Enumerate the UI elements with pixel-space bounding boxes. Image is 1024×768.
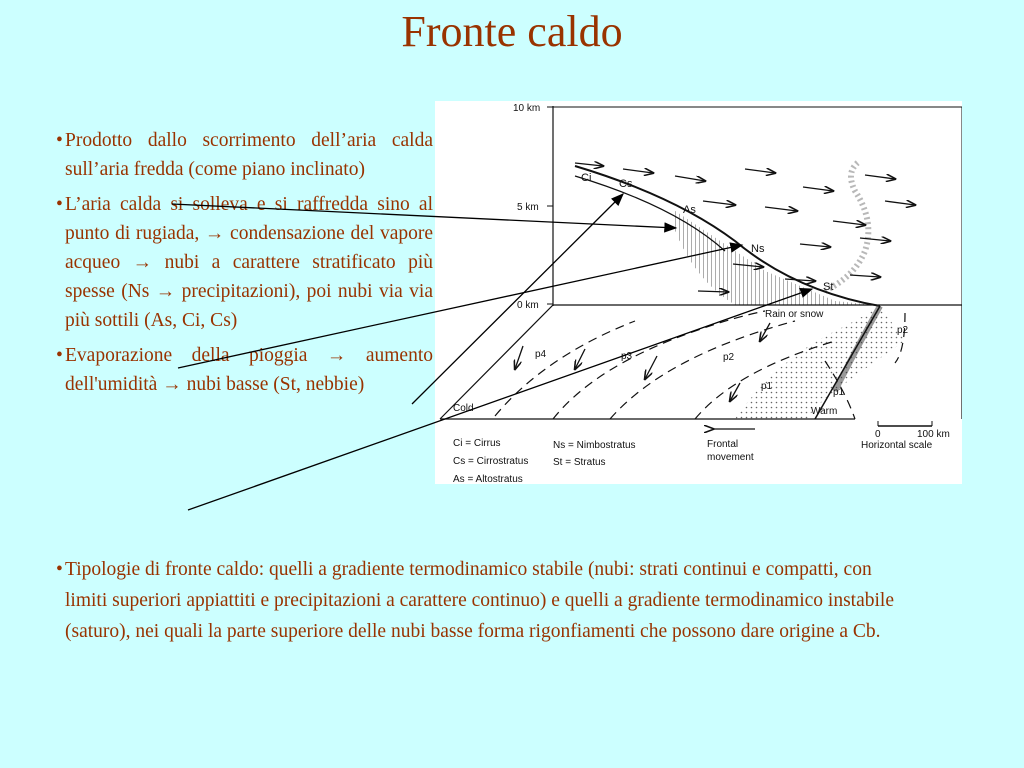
bullet-item <box>56 126 433 184</box>
scale-end: 100 km <box>917 429 950 440</box>
label-cold: Cold <box>453 403 474 414</box>
label-rain-or-snow: Rain or snow <box>765 309 824 320</box>
bullet-dot: • <box>56 559 63 580</box>
slide-title: Fronte caldo <box>401 7 623 56</box>
label-p4: p4 <box>535 349 547 360</box>
legend-ns: Ns = Nimbostratus <box>553 440 636 451</box>
legend-ci: Ci = Cirrus <box>453 438 501 449</box>
label-ns: Ns <box>751 243 765 255</box>
label-5km: 5 km <box>517 202 539 213</box>
bullet-item <box>56 341 433 399</box>
bullet-text: Evaporazione della pioggia → aumento dell'umidità → nubi basse (St, nebbie) <box>65 345 433 395</box>
label-p1-right: p1 <box>833 387 845 398</box>
scale-label: Horizontal scale <box>861 440 933 451</box>
bullet-text: Tipologie di fronte caldo: quelli a gradiente termodinamico stabile (nubi: strati continui e compatti, con limiti superiori appiattiti e precipitazioni a carattere continuo) e quelli a gradiente termodinamico instabile (saturo), nei quali la parte superiore delle nubi basse forma rigonfiamenti che possono dare origine a Cb. <box>65 559 894 642</box>
legend-cs: Cs = Cirrostratus <box>453 456 529 467</box>
scale-start: 0 <box>875 429 881 440</box>
label-frontal: Frontal <box>707 439 739 450</box>
warm-front-diagram <box>435 101 962 484</box>
bullet-dot: • <box>56 194 63 215</box>
precipitation-area <box>735 306 905 419</box>
label-10km: 10 km <box>513 103 541 114</box>
bullet-text: L’aria calda si solleva e si raffredda sino al punto di rugiada, → condensazione del vapore acqueo → nubi a carattere stratificato più spesse (Ns → precipitazioni), poi nubi via via più sottili (As, Ci, Cs) <box>65 194 433 331</box>
label-cs: Cs <box>619 178 633 190</box>
label-as: As <box>683 204 696 216</box>
bullet-dot: • <box>56 345 63 366</box>
label-p2-right: p2 <box>897 325 909 336</box>
label-movement: movement <box>707 452 754 463</box>
label-ci: Ci <box>581 172 592 184</box>
bullet-item <box>56 554 906 647</box>
bullet-text: Prodotto dallo scorrimento dell’aria calda sull’aria fredda (come piano inclinato) <box>65 130 433 180</box>
label-0km: 0 km <box>517 300 539 311</box>
bullet-item <box>56 190 433 335</box>
label-p1-left: p1 <box>761 381 773 392</box>
cloud-tops <box>825 161 868 291</box>
bullet-dot: • <box>56 130 63 151</box>
label-p3: p3 <box>621 351 633 362</box>
bullet-list <box>56 126 433 405</box>
legend-st: St = Stratus <box>553 457 606 468</box>
label-warm: Warm <box>811 406 838 417</box>
bottom-paragraph <box>56 554 906 653</box>
legend-as: As = Altostratus <box>453 474 523 484</box>
diagram-svg <box>435 101 962 484</box>
label-p2-left: p2 <box>723 352 735 363</box>
label-st: St <box>823 281 834 293</box>
